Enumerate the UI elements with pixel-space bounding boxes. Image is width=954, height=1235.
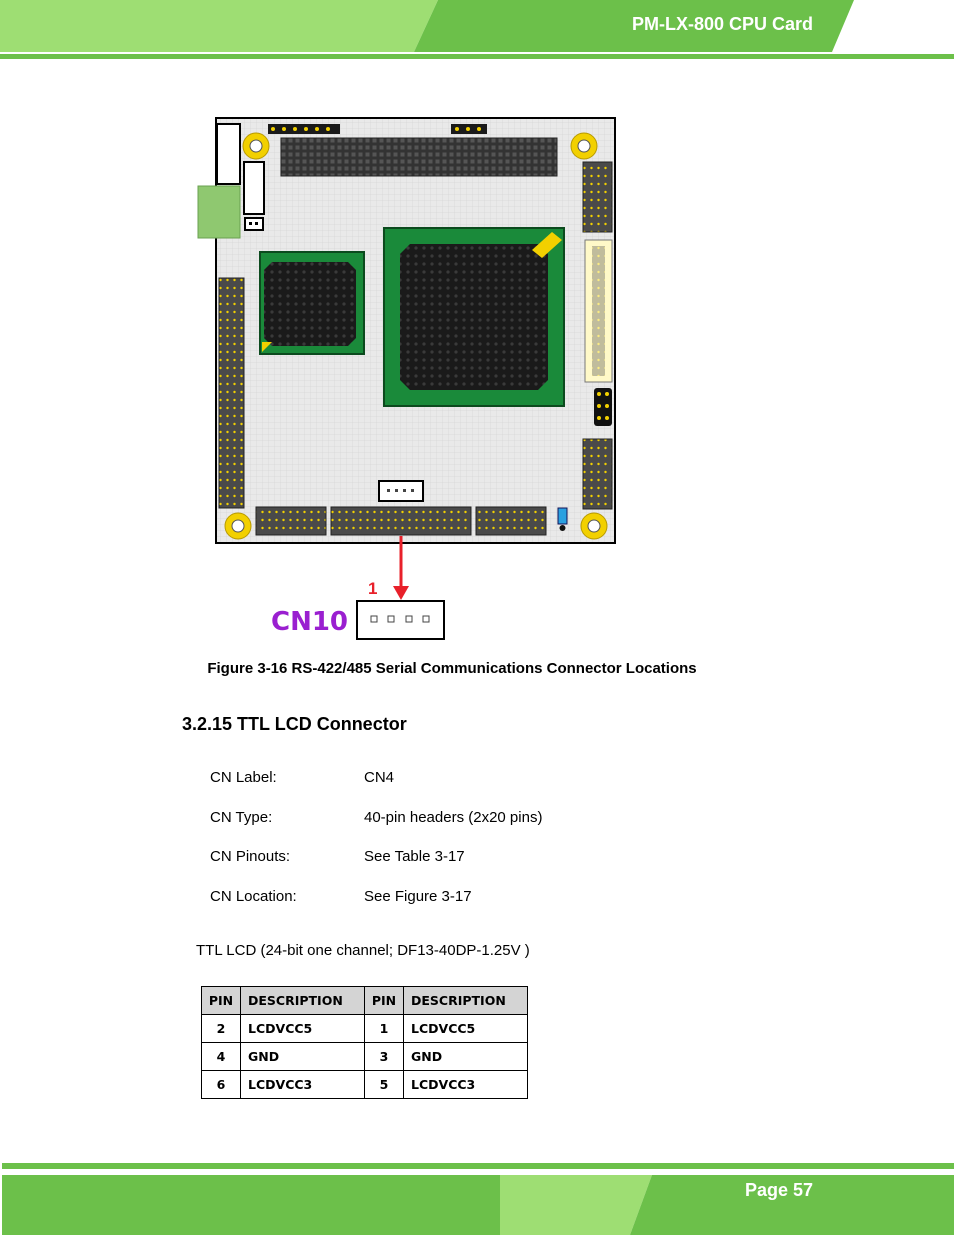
pc104-header (281, 138, 557, 176)
table-cell: 5 (365, 1071, 404, 1099)
table-row (202, 1071, 528, 1099)
table-cell: 3 (365, 1043, 404, 1071)
header-rule (0, 54, 954, 59)
table-cell: LCDVCC3 (241, 1071, 365, 1099)
footer-rule (2, 1163, 954, 1169)
header-cell: PIN (365, 987, 404, 1015)
cn-label-key: CN Label: (210, 769, 277, 786)
page-number: Page 57 (744, 1180, 813, 1200)
cn-label-value: CN4 (364, 769, 395, 786)
cn-location-value: See Figure 3-17 (364, 888, 472, 905)
table-row (202, 1043, 528, 1071)
table-row (202, 1015, 528, 1043)
table-cell: 6 (202, 1071, 241, 1099)
side-connector (198, 186, 240, 238)
lcd-header (219, 278, 244, 508)
table-cell: 2 (202, 1015, 241, 1043)
cn-type-value: 40-pin headers (2x20 pins) (364, 809, 543, 826)
cn-location-key: CN Location: (210, 888, 297, 905)
cn-pinouts-key: CN Pinouts: (210, 848, 291, 865)
table-cell: LCDVCC5 (404, 1015, 528, 1043)
table-header-row (202, 987, 528, 1015)
table-caption: TTL LCD (24-bit one channel; DF13-40DP-1.25V ) (196, 942, 530, 959)
table-cell: GND (241, 1043, 365, 1071)
header-cell: PIN (202, 987, 241, 1015)
cn-pinouts-value: See Table 3-17 (364, 848, 465, 865)
section-heading: 3.2.15 TTL LCD Connector (182, 714, 407, 734)
power-connector (217, 124, 240, 184)
table-cell: 1 (365, 1015, 404, 1043)
pin1-label: 1 (368, 579, 378, 598)
board-figure (196, 116, 626, 646)
header-cell: DESCRIPTION (404, 987, 528, 1015)
document-title: PM-LX-800 CPU Card (631, 14, 813, 34)
table-cell: LCDVCC5 (241, 1015, 365, 1043)
cn-type-key: CN Type: (210, 809, 273, 826)
figure-caption: Figure 3-16 RS-422/485 Serial Communications Connector Locations (207, 660, 697, 677)
table-cell: 4 (202, 1043, 241, 1071)
table-cell: GND (404, 1043, 528, 1071)
header-cell: DESCRIPTION (241, 987, 365, 1015)
pin-table (201, 986, 528, 1099)
table-cell: LCDVCC3 (404, 1071, 528, 1099)
cn10-label: CN10 (271, 607, 349, 637)
cn10-zoom-connector (357, 601, 444, 639)
